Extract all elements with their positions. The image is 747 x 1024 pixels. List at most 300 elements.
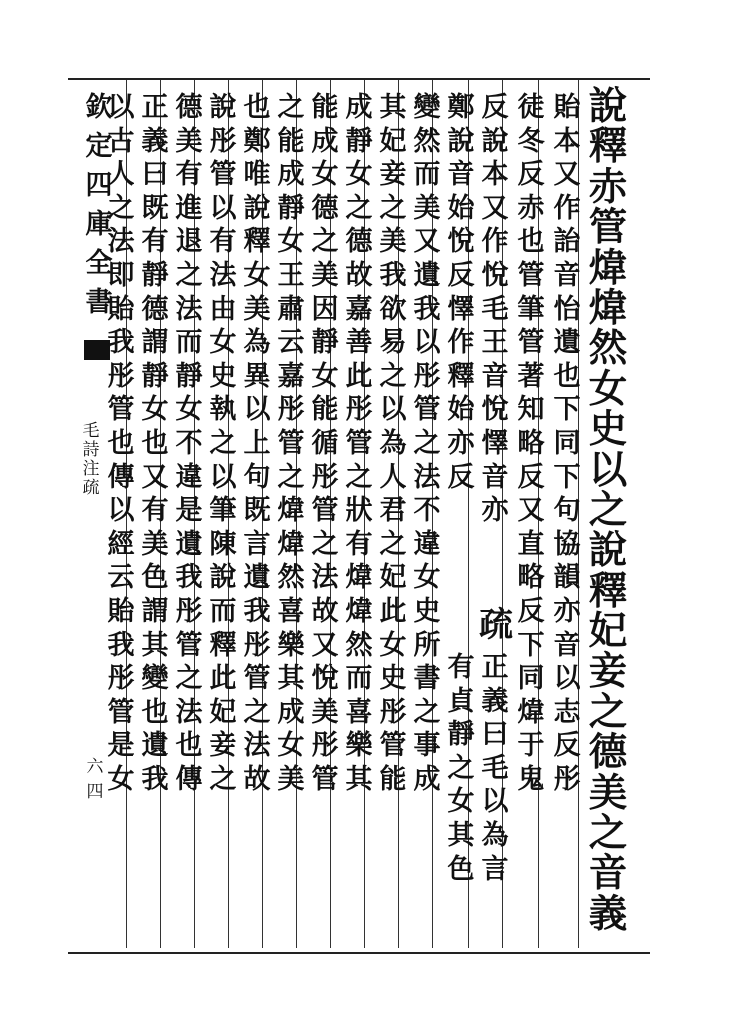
text-char: 音: [481, 360, 509, 392]
text-char: 之: [243, 696, 271, 728]
text-char: 此: [209, 663, 237, 695]
text-char: 美: [379, 226, 407, 258]
text-char: 懌: [447, 293, 475, 325]
text-char: 以: [243, 394, 271, 426]
text-char: 書: [413, 663, 441, 695]
annotation-column: [480, 94, 510, 531]
text-char: 也: [141, 427, 169, 459]
text-char: 進: [175, 192, 203, 224]
text-char: 詒: [553, 226, 581, 258]
text-char: 嘉: [277, 360, 305, 392]
annotation-column: [446, 94, 476, 497]
text-char: 法: [107, 226, 135, 258]
text-char: 易: [379, 327, 407, 359]
text-char: 德: [588, 730, 628, 776]
text-char: 彤: [175, 595, 203, 627]
annotation-column: [552, 94, 582, 799]
text-char: 作: [481, 226, 509, 258]
text-char: 而: [209, 595, 237, 627]
text-char: 于: [517, 730, 545, 762]
text-char: 本: [481, 159, 509, 191]
text-char: 之: [107, 192, 135, 224]
text-char: 徒: [517, 92, 545, 123]
text-char: 管: [345, 427, 373, 459]
text-char: 又: [141, 461, 169, 493]
text-char: 美: [588, 770, 628, 816]
text-char: 說: [447, 125, 475, 157]
text-char: 女: [243, 259, 271, 291]
annotation-column: [310, 94, 340, 799]
annotation-column: [208, 94, 238, 799]
text-char: 彤: [553, 763, 581, 795]
text-char: 音: [588, 851, 628, 897]
text-char: 反: [517, 461, 545, 493]
text-char: 循: [311, 427, 339, 459]
text-char: 妾: [379, 159, 407, 191]
text-char: 唯: [243, 159, 271, 191]
text-char: 說: [481, 125, 509, 157]
text-char: 成: [413, 763, 441, 795]
text-char: 也: [107, 427, 135, 459]
text-char: 煒: [277, 528, 305, 560]
text-char: 義: [588, 891, 628, 937]
text-char: 作: [447, 327, 475, 359]
text-char: 妃: [379, 125, 407, 157]
annotation-column: [242, 94, 272, 799]
annotation-column: [174, 94, 204, 799]
text-char: 不: [175, 427, 203, 459]
text-char: 謂: [141, 595, 169, 627]
text-char: 又: [481, 192, 509, 224]
text-char: 疏: [479, 605, 513, 645]
text-char: 下: [553, 394, 581, 426]
text-char: 王: [481, 327, 509, 359]
text-char: 說: [588, 528, 628, 574]
text-char: 然: [277, 562, 305, 594]
text-char: 之: [345, 192, 373, 224]
commentary-marker: [476, 605, 516, 645]
text-char: 異: [243, 360, 271, 392]
annotation-column: [516, 94, 546, 799]
text-char: 遺: [413, 259, 441, 291]
text-char: 管: [311, 495, 339, 527]
text-char: 彤: [379, 696, 407, 728]
text-char: 女: [413, 562, 441, 594]
text-char: 也: [243, 92, 271, 123]
text-char: 貞: [447, 685, 475, 717]
text-char: 人: [107, 159, 135, 191]
text-char: 傳: [175, 763, 203, 795]
text-char: 煒: [277, 495, 305, 527]
text-char: 之: [311, 226, 339, 258]
book-title-char: 疏: [82, 478, 100, 498]
text-char: 故: [311, 595, 339, 627]
text-char: 貽: [553, 92, 581, 123]
text-char: 遺: [243, 562, 271, 594]
section-title-char: 欽: [85, 92, 113, 123]
text-char: 不: [413, 495, 441, 527]
text-char: 事: [413, 730, 441, 762]
text-char: 既: [243, 495, 271, 527]
text-char: 靜: [311, 327, 339, 359]
text-char: 美: [311, 696, 339, 728]
text-char: 貽: [107, 595, 135, 627]
text-char: 志: [553, 696, 581, 728]
text-char: 也: [517, 226, 545, 258]
text-char: 曰: [141, 159, 169, 191]
text-char: 筆: [517, 293, 545, 325]
section-title-char: 定: [85, 131, 113, 162]
text-char: 然: [345, 629, 373, 661]
text-char: 故: [243, 763, 271, 795]
book-title: [80, 422, 102, 498]
text-char: 之: [345, 461, 373, 493]
text-char: 能: [311, 92, 339, 123]
text-char: 怡: [553, 293, 581, 325]
text-char: 女: [107, 763, 135, 795]
text-char: 貽: [107, 293, 135, 325]
text-char: 成: [311, 125, 339, 157]
text-char: 遺: [141, 730, 169, 762]
text-char: 之: [413, 427, 441, 459]
text-char: 之: [175, 259, 203, 291]
text-char: 女: [209, 327, 237, 359]
text-char: 彤: [311, 730, 339, 762]
text-char: 欲: [379, 293, 407, 325]
text-char: 有: [141, 226, 169, 258]
text-char: 之: [379, 360, 407, 392]
text-char: 之: [209, 763, 237, 795]
text-char: 之: [379, 192, 407, 224]
text-char: 音: [447, 159, 475, 191]
text-char: 鬼: [517, 763, 545, 795]
text-char: 彤: [277, 394, 305, 426]
annotation-column: [344, 94, 374, 799]
book-title-char: 詩: [82, 440, 100, 460]
text-char: 德: [311, 192, 339, 224]
text-char: 能: [379, 763, 407, 795]
text-char: 德: [175, 92, 203, 123]
text-char: 美: [243, 293, 271, 325]
text-char: 反: [447, 259, 475, 291]
text-char: 毛: [481, 293, 509, 325]
text-char: 嘉: [345, 293, 373, 325]
text-char: 悅: [447, 226, 475, 258]
annotation-column: [106, 94, 136, 799]
text-char: 反: [481, 92, 509, 123]
text-char: 史: [413, 595, 441, 627]
text-char: 有: [345, 528, 373, 560]
text-char: 德: [345, 226, 373, 258]
text-char: 美: [311, 259, 339, 291]
text-char: 管: [277, 427, 305, 459]
text-char: 煒: [345, 595, 373, 627]
text-char: 又: [413, 226, 441, 258]
text-char: 之: [379, 528, 407, 560]
text-char: 亦: [447, 427, 475, 459]
annotation-column: [446, 654, 476, 889]
text-char: 靜: [345, 125, 373, 157]
text-char: 協: [553, 528, 581, 560]
text-char: 法: [311, 562, 339, 594]
text-char: 彤: [107, 663, 135, 695]
text-char: 釋: [209, 629, 237, 661]
text-char: 以: [413, 327, 441, 359]
text-char: 煒: [517, 696, 545, 728]
text-char: 之: [209, 427, 237, 459]
text-char: 以: [481, 786, 509, 818]
text-char: 音: [481, 461, 509, 493]
text-char: 彤: [413, 360, 441, 392]
text-char: 管: [209, 159, 237, 191]
text-char: 反: [447, 461, 475, 493]
text-char: 為: [481, 819, 509, 851]
text-char: 鄭: [447, 92, 475, 123]
text-char: 略: [517, 562, 545, 594]
text-char: 法: [175, 696, 203, 728]
text-char: 善: [345, 327, 373, 359]
text-char: 史: [588, 407, 628, 453]
text-char: 言: [243, 528, 271, 560]
text-char: 女: [277, 226, 305, 258]
text-char: 執: [209, 394, 237, 426]
text-char: 之: [588, 811, 628, 857]
text-char: 樂: [277, 629, 305, 661]
text-char: 妾: [209, 730, 237, 762]
text-char: 同: [553, 427, 581, 459]
text-char: 女: [311, 159, 339, 191]
text-char: 喜: [277, 595, 305, 627]
text-char: 以: [209, 192, 237, 224]
text-char: 法: [175, 293, 203, 325]
text-char: 成: [345, 92, 373, 123]
text-char: 為: [243, 327, 271, 359]
main-text-column: [586, 84, 630, 937]
text-char: 義: [481, 685, 509, 717]
text-char: 樂: [345, 730, 373, 762]
text-char: 悅: [311, 663, 339, 695]
text-char: 靜: [175, 360, 203, 392]
text-char: 作: [553, 192, 581, 224]
text-char: 之: [311, 528, 339, 560]
text-char: 之: [588, 487, 628, 533]
text-char: 句: [243, 461, 271, 493]
text-char: 女: [277, 730, 305, 762]
text-char: 美: [175, 125, 203, 157]
text-char: 女: [311, 360, 339, 392]
text-char: 管: [517, 327, 545, 359]
text-char: 色: [141, 562, 169, 594]
text-char: 著: [517, 360, 545, 392]
text-char: 女: [379, 629, 407, 661]
text-char: 遺: [553, 327, 581, 359]
text-char: 也: [175, 730, 203, 762]
text-char: 變: [413, 92, 441, 123]
text-char: 反: [517, 159, 545, 191]
section-title-char: 全: [85, 248, 113, 279]
text-char: 色: [447, 853, 475, 885]
text-char: 女: [175, 394, 203, 426]
text-char: 美: [141, 528, 169, 560]
text-char: 美: [413, 192, 441, 224]
text-char: 是: [107, 730, 135, 762]
text-char: 本: [553, 125, 581, 157]
text-char: 女: [447, 786, 475, 818]
text-char: 始: [447, 394, 475, 426]
text-char: 彤: [311, 461, 339, 493]
text-char: 有: [141, 495, 169, 527]
text-char: 以: [379, 394, 407, 426]
text-char: 釋: [588, 568, 628, 614]
text-char: 然: [588, 326, 628, 372]
text-char: 說: [243, 192, 271, 224]
book-title-char: 毛: [82, 421, 100, 441]
text-char: 管: [413, 394, 441, 426]
text-char: 悅: [481, 394, 509, 426]
text-char: 我: [243, 595, 271, 627]
text-char: 又: [311, 629, 339, 661]
text-char: 以: [588, 447, 628, 493]
annotation-column: [378, 94, 408, 799]
text-char: 赤: [588, 164, 628, 210]
text-char: 又: [517, 495, 545, 527]
text-char: 赤: [517, 192, 545, 224]
text-char: 彤: [243, 629, 271, 661]
text-char: 我: [379, 259, 407, 291]
text-char: 其: [141, 629, 169, 661]
text-char: 是: [175, 495, 203, 527]
text-char: 違: [175, 461, 203, 493]
text-char: 法: [243, 730, 271, 762]
text-char: 我: [175, 562, 203, 594]
text-char: 管: [175, 629, 203, 661]
text-char: 說: [209, 562, 237, 594]
text-char: 彤: [209, 125, 237, 157]
text-char: 其: [345, 763, 373, 795]
text-char: 反: [553, 730, 581, 762]
text-char: 云: [277, 327, 305, 359]
text-char: 王: [277, 259, 305, 291]
text-char: 其: [277, 663, 305, 695]
text-char: 亦: [481, 495, 509, 527]
text-char: 下: [517, 629, 545, 661]
text-char: 狀: [345, 495, 373, 527]
text-char: 陳: [209, 528, 237, 560]
text-char: 筆: [209, 495, 237, 527]
text-char: 德: [141, 293, 169, 325]
text-char: 鄭: [243, 125, 271, 157]
text-char: 退: [175, 226, 203, 258]
page-number: 六四: [86, 757, 104, 802]
text-char: 正: [481, 652, 509, 683]
text-char: 其: [379, 92, 407, 123]
text-char: 遺: [175, 528, 203, 560]
text-char: 說: [588, 84, 628, 129]
text-char: 管: [107, 394, 135, 426]
text-char: 能: [311, 394, 339, 426]
text-char: 之: [277, 461, 305, 493]
text-char: 有: [447, 652, 475, 683]
text-char: 女: [588, 366, 628, 412]
annotation-column: [480, 654, 510, 889]
text-char: 管: [243, 663, 271, 695]
text-char: 說: [209, 92, 237, 123]
text-char: 成: [277, 696, 305, 728]
text-char: 管: [588, 205, 628, 251]
text-char: 靜: [447, 719, 475, 751]
text-char: 妾: [588, 649, 628, 695]
text-char: 之: [277, 92, 305, 123]
text-char: 即: [107, 259, 135, 291]
text-char: 句: [553, 495, 581, 527]
text-char: 由: [209, 293, 237, 325]
text-char: 有: [175, 159, 203, 191]
text-char: 始: [447, 192, 475, 224]
text-char: 法: [209, 259, 237, 291]
text-char: 同: [517, 663, 545, 695]
text-char: 人: [379, 461, 407, 493]
text-char: 云: [107, 562, 135, 594]
text-char: 法: [413, 461, 441, 493]
text-char: 也: [553, 360, 581, 392]
text-char: 釋: [243, 226, 271, 258]
text-char: 此: [379, 595, 407, 627]
text-char: 史: [209, 360, 237, 392]
section-title-char: 四: [85, 170, 113, 201]
text-char: 有: [209, 226, 237, 258]
text-char: 然: [413, 125, 441, 157]
text-char: 肅: [277, 293, 305, 325]
text-char: 女: [141, 394, 169, 426]
text-char: 故: [345, 259, 373, 291]
text-char: 以: [107, 92, 135, 123]
text-char: 以: [107, 495, 135, 527]
text-char: 謂: [141, 327, 169, 359]
text-char: 懌: [481, 427, 509, 459]
text-char: 毛: [481, 752, 509, 784]
text-char: 煒: [588, 245, 628, 291]
text-char: 其: [447, 819, 475, 851]
text-char: 略: [517, 427, 545, 459]
text-char: 管: [311, 763, 339, 795]
text-char: 釋: [588, 124, 628, 170]
text-char: 我: [141, 763, 169, 795]
text-char: 而: [345, 663, 373, 695]
text-char: 音: [553, 629, 581, 661]
text-char: 變: [141, 663, 169, 695]
text-char: 釋: [447, 360, 475, 392]
text-char: 妃: [588, 609, 628, 655]
text-char: 煒: [588, 285, 628, 331]
text-char: 古: [107, 125, 135, 157]
section-title-char: 書: [85, 287, 113, 318]
text-char: 能: [277, 125, 305, 157]
text-char: 言: [481, 853, 509, 885]
text-char: 此: [345, 360, 373, 392]
annotation-column: [276, 94, 306, 799]
text-char: 曰: [481, 719, 509, 751]
text-char: 管: [517, 259, 545, 291]
text-char: 管: [379, 730, 407, 762]
text-char: 靜: [277, 192, 305, 224]
text-char: 上: [243, 427, 271, 459]
text-char: 正: [141, 92, 169, 123]
book-title-char: 注: [82, 459, 100, 479]
text-char: 煒: [345, 562, 373, 594]
text-char: 違: [413, 528, 441, 560]
text-char: 以: [553, 663, 581, 695]
text-char: 女: [345, 159, 373, 191]
